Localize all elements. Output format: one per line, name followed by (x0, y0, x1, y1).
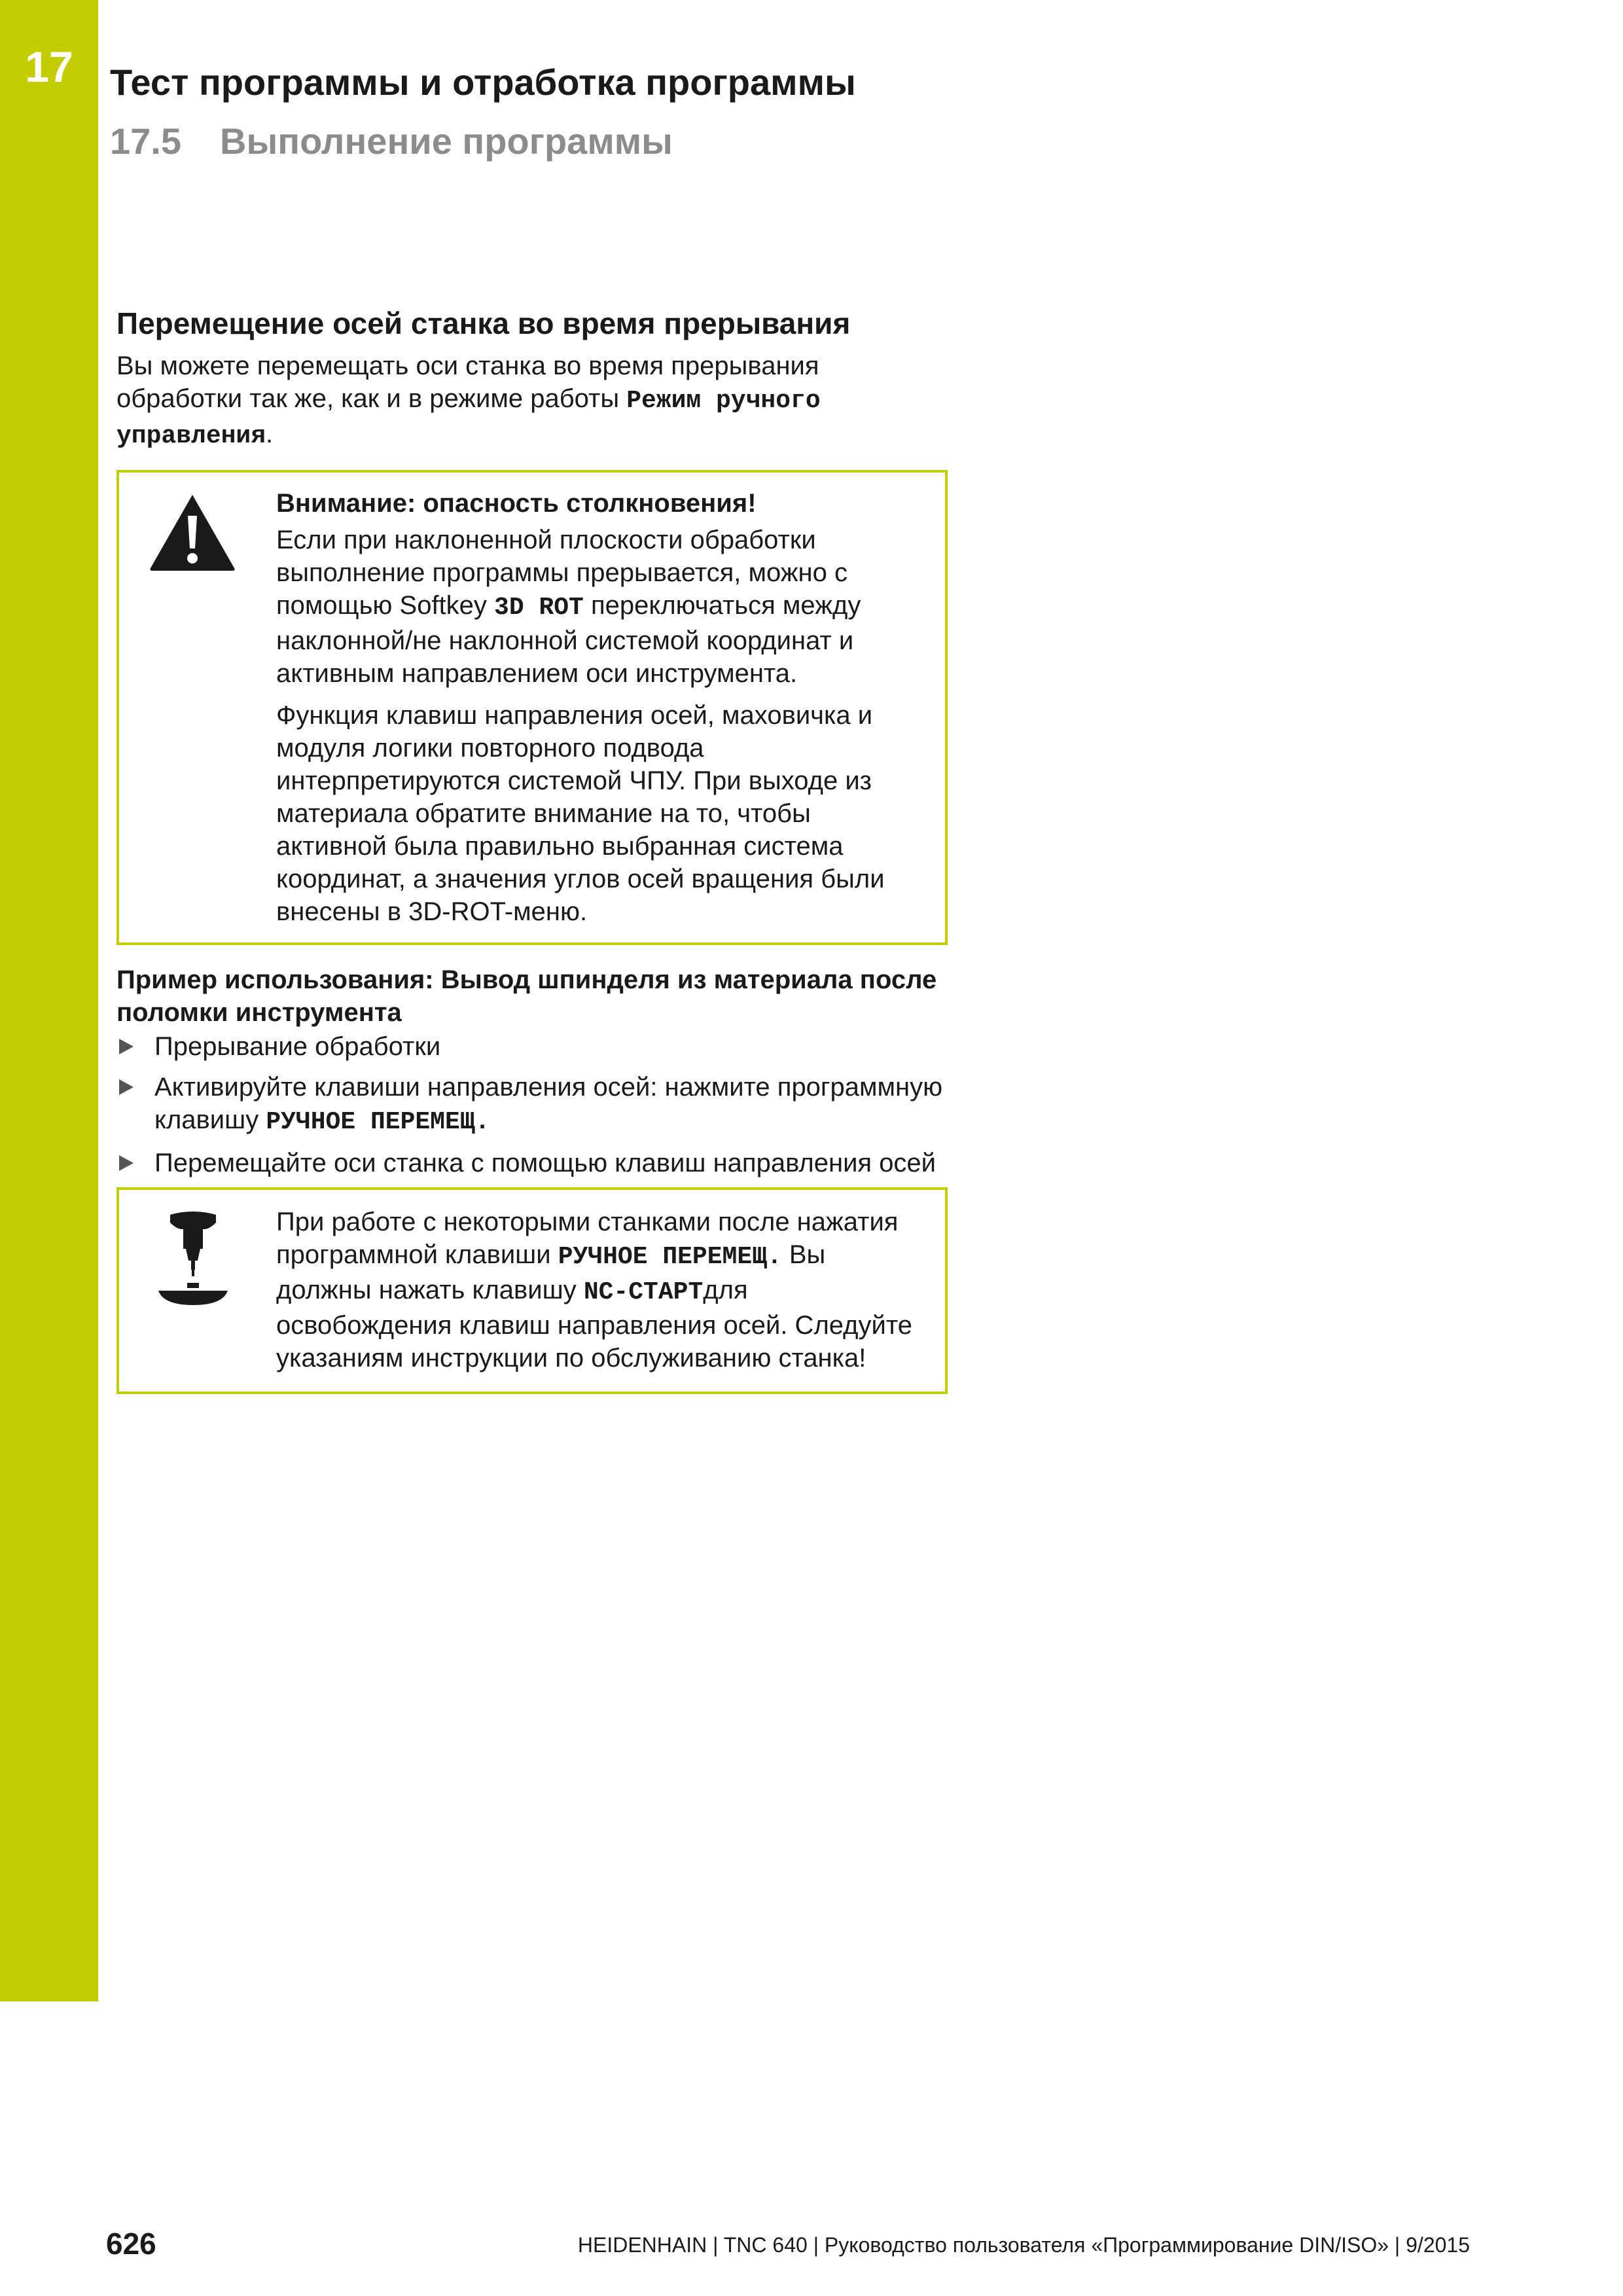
softkey-manual-traverse: РУЧНОЕ ПЕРЕМЕЩ. (558, 1243, 782, 1271)
softkey-manual-traverse: РУЧНОЕ ПЕРЕМЕЩ. (266, 1108, 490, 1136)
step-arrow-icon (119, 1079, 134, 1095)
machine-note-paragraph (276, 1206, 919, 1374)
machine-note-box (116, 1187, 948, 1394)
section-number: 17.5 (110, 120, 181, 162)
intro-paragraph (116, 350, 948, 453)
warning-title: Внимание: опасность столкновения! (276, 489, 757, 518)
machine-spindle-icon (157, 1210, 229, 1308)
subsection-title: Перемещение осей станка во время прерывания (116, 306, 851, 340)
step-arrow-icon (119, 1155, 134, 1171)
chapter-number: 17 (25, 43, 73, 91)
footer-text: HEIDENHAIN | TNC 640 | Руководство пользователя «Программирование DIN/ISO» | 9/2015 (577, 2233, 1470, 2257)
section-title: Выполнение программы (220, 120, 673, 162)
warning-triangle-icon (148, 492, 237, 572)
step-item (116, 1071, 948, 1139)
warning-text (276, 473, 945, 942)
intro-end: . (266, 420, 274, 448)
step-text: Перемещайте оси станка с помощью клавиш направления осей (154, 1149, 936, 1177)
section-heading (110, 117, 673, 166)
intro-text: Вы можете перемещать оси станка во время прерывания обработки так же, как и в режиме работы (116, 351, 819, 413)
nc-start-key: NC-СТАРТ (583, 1278, 704, 1306)
page-content (116, 302, 948, 1394)
step-text: Активируйте клавиши направления осей: нажмите программную клавишу (154, 1073, 943, 1134)
machine-note-text-2: Вы должны нажать клавишу (276, 1240, 826, 1304)
step-arrow-icon (119, 1039, 134, 1054)
step-text: Прерывание обработки (154, 1032, 441, 1061)
warning-paragraph-2: Функция клавиш направления осей, маховичка и модуля логики повторного подвода интерпретируются системой ЧПУ. При выходе из материала обратите внимание на то, чтобы активной была правильно выбранная система координат, а значения углов осей вращения были внесены в 3D-ROT-меню. (276, 701, 885, 926)
machine-note-text (276, 1190, 945, 1391)
machine-note-text-3: для освобождения клавиш направления осей. Следуйте указаниям инструкции по обслуживанию станка! (276, 1276, 912, 1372)
warning-paragraph-1 (276, 524, 919, 690)
warning-p1-text-end: переключаться между наклонной/не наклонной системой координат и активным направлением оси инструмента. (276, 591, 861, 688)
chapter-title: Тест программы и отработка программы (110, 62, 856, 103)
machine-note-text-1: При работе с некоторыми станками после нажатия программной клавиши (276, 1208, 899, 1269)
warning-box (116, 470, 948, 945)
step-item (116, 1030, 948, 1063)
softkey-3d-rot: 3D ROT (494, 594, 584, 622)
page-number: 626 (106, 2227, 156, 2261)
example-title: Пример использования: Вывод шпинделя из материала после поломки инструмента (116, 965, 937, 1027)
warning-p1-text: Если при наклоненной плоскости обработки выполнение программы прерывается, можно с помощью Softkey (276, 526, 847, 620)
step-item (116, 1147, 948, 1179)
mode-name: Режим ручного управления (116, 387, 821, 450)
step-list (116, 1030, 948, 1179)
chapter-sidebar (0, 0, 98, 2001)
